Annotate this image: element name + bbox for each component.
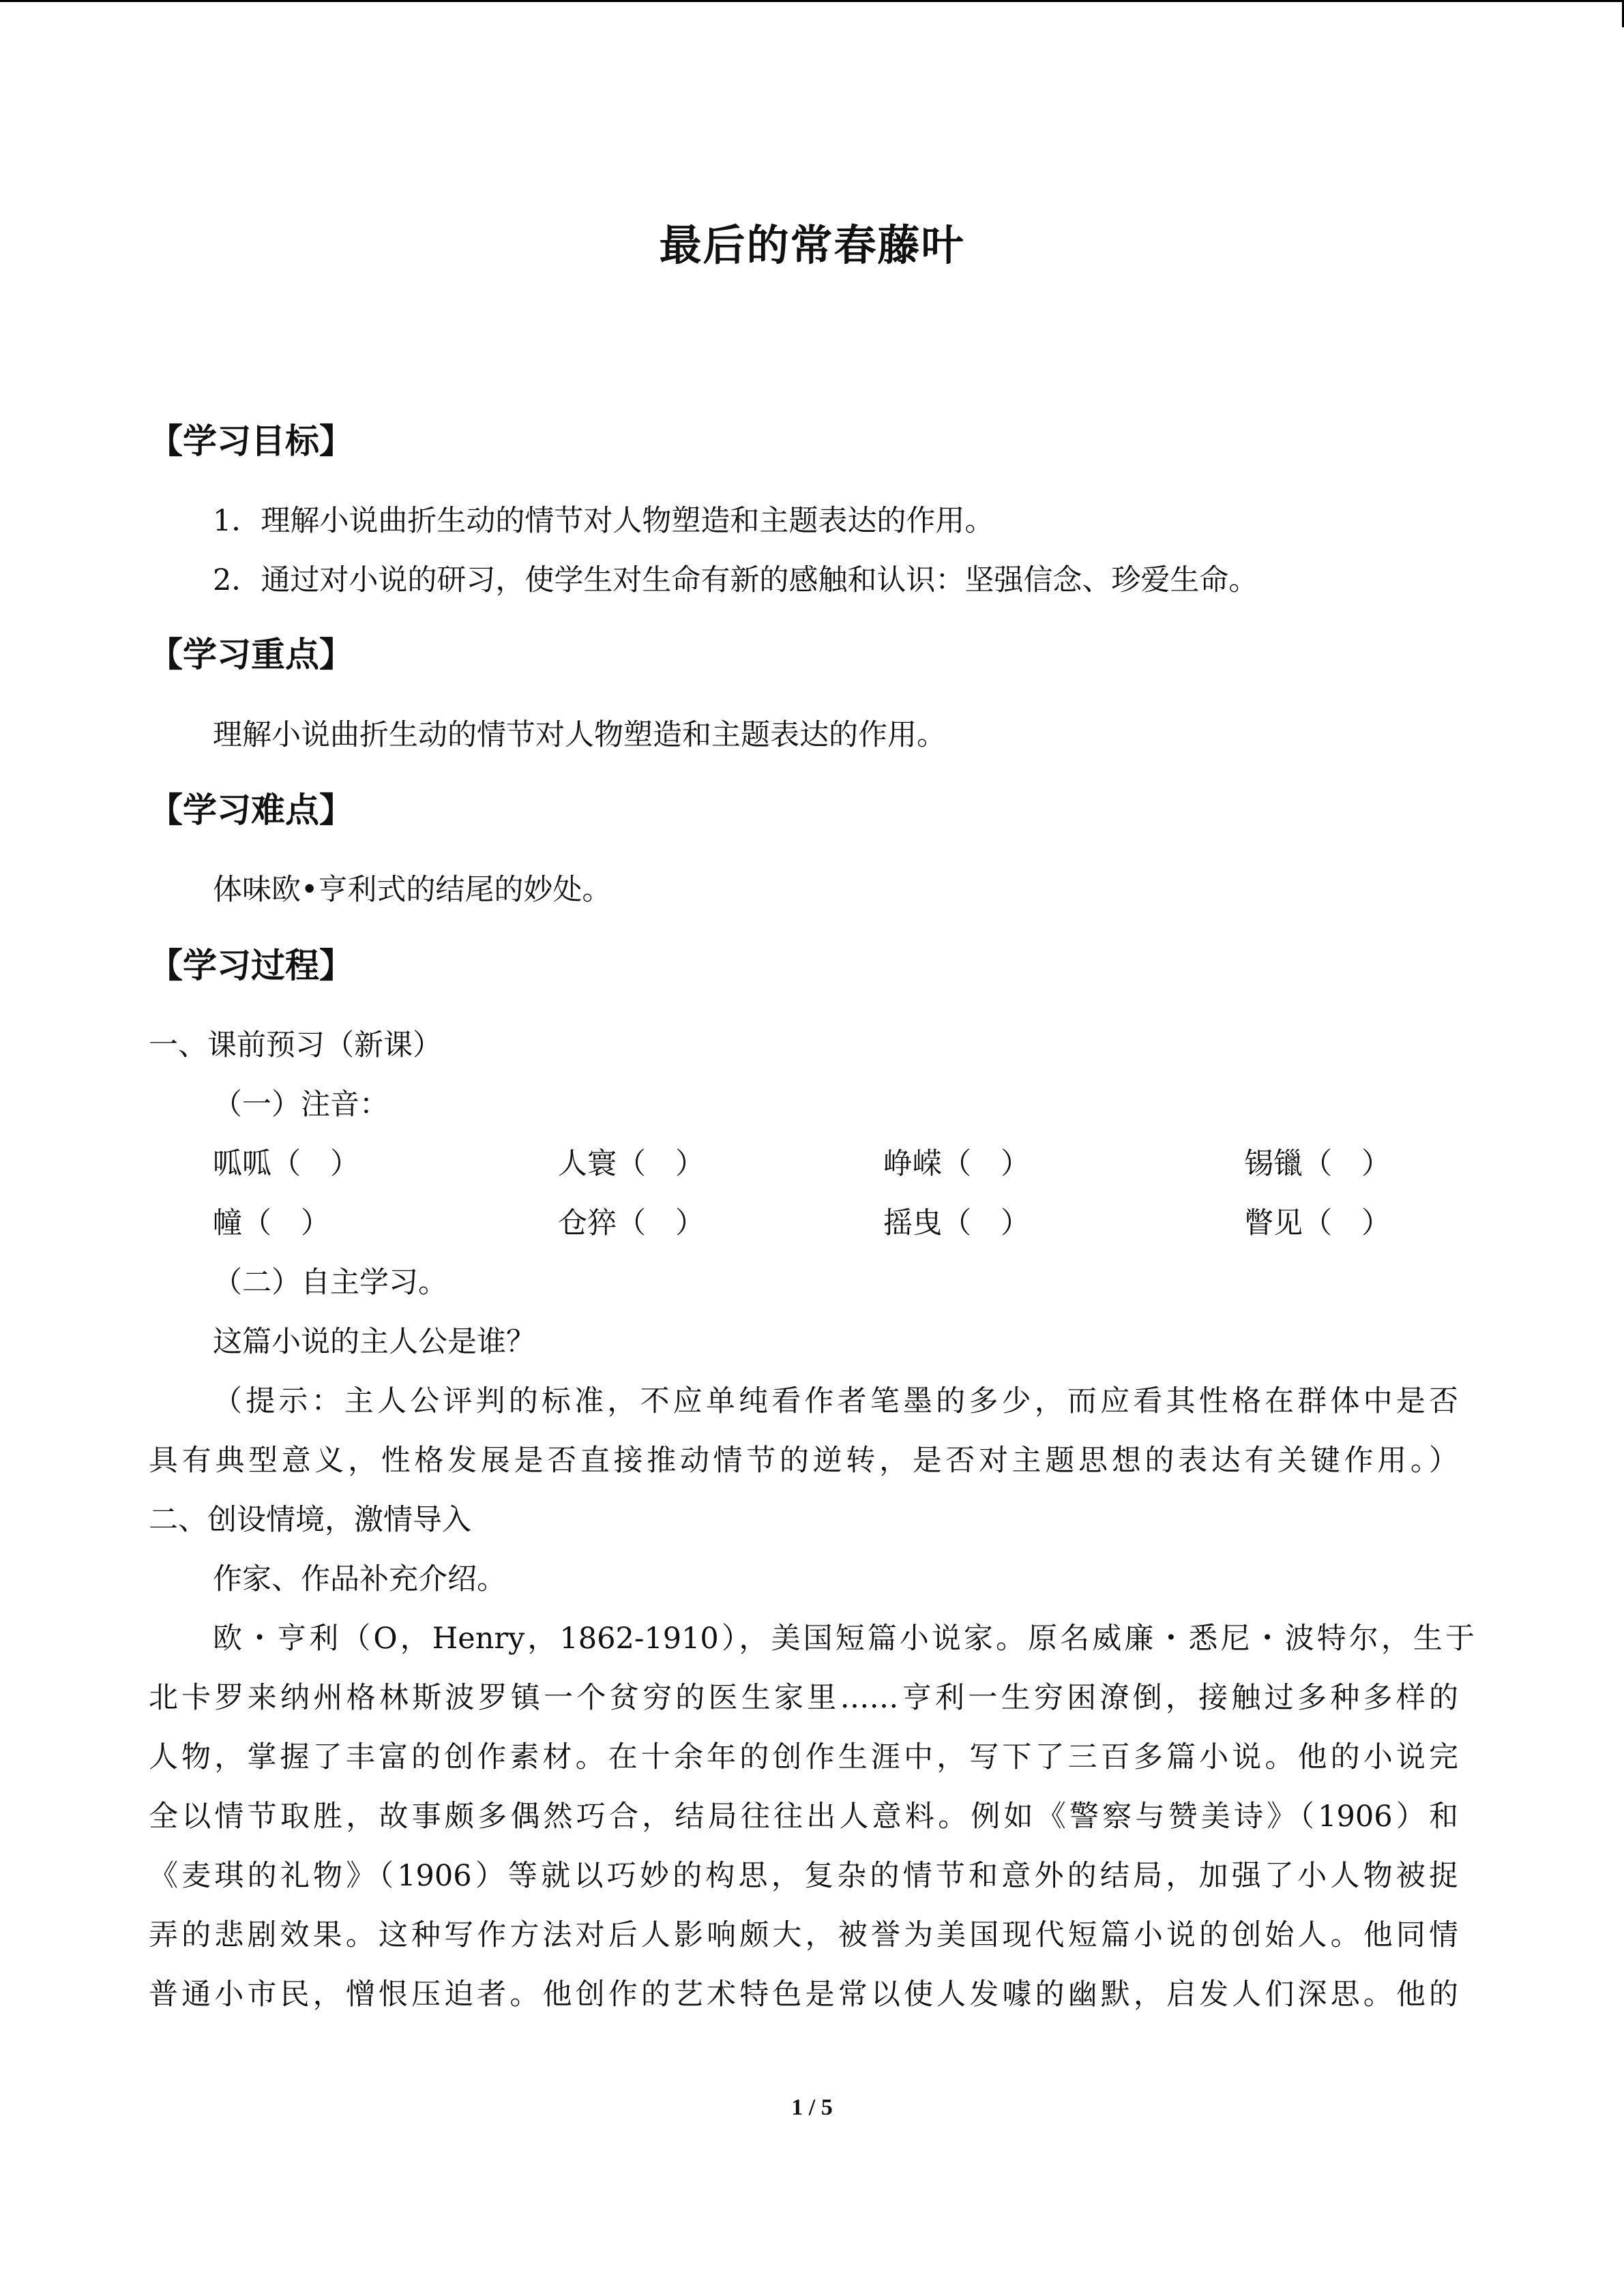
difficulty-text: 体味欧•亨利式的结尾的妙处。	[213, 873, 612, 907]
heading-difficulties: 【学习难点】	[149, 790, 353, 830]
pinyin-item: 呱呱（ ）	[213, 1147, 359, 1181]
key-point-text: 理解小说曲折生动的情节对人物塑造和主题表达的作用。	[213, 718, 946, 752]
bio-line: 普通小市民，憎恨压迫者。他创作的艺术特色是常以使人发噱的幽默，启发人们深思。他的	[149, 1978, 1458, 2012]
bio-line: 全以情节取胜，故事颇多偶然巧合，结局往往出人意料。例如《警察与赞美诗》（1906）和	[149, 1800, 1458, 1834]
document-title: 最后的常春藤叶	[659, 220, 965, 270]
study-question: 这篇小说的主人公是谁？	[213, 1325, 535, 1359]
pinyin-item: 锡镴（ ）	[1244, 1147, 1391, 1181]
pinyin-item: 仓猝（ ）	[558, 1206, 705, 1240]
heading-process: 【学习过程】	[149, 946, 353, 985]
pinyin-item: 摇曳（ ）	[883, 1206, 1030, 1240]
pinyin-item: 幢（ ）	[213, 1206, 330, 1240]
bio-line: 《麦琪的礼物》（1906）等就以巧妙的构思，复杂的情节和意外的结局，加强了小人物被捉	[149, 1859, 1458, 1893]
self-study-subheading: （二）自主学习。	[213, 1266, 447, 1300]
pinyin-subheading: （一）注音：	[213, 1088, 389, 1122]
objective-item-2: 2．通过对小说的研习，使学生对生命有新的感触和认识：坚强信念、珍爱生命。	[213, 563, 1258, 597]
heading-objectives: 【学习目标】	[149, 421, 353, 461]
page-number: 1 / 5	[791, 2095, 833, 2120]
bio-line: 人物，掌握了丰富的创作素材。在十余年的创作生涯中，写下了三百多篇小说。他的小说完	[149, 1740, 1458, 1774]
pinyin-item: 人寰（ ）	[558, 1147, 705, 1181]
bio-line: 北卡罗来纳州格林斯波罗镇一个贫穷的医生家里……亨利一生穷困潦倒，接触过多种多样的	[149, 1681, 1458, 1715]
part1-heading: 一、课前预习（新课）	[149, 1028, 442, 1062]
pinyin-item: 峥嵘（ ）	[883, 1147, 1030, 1181]
hint-line: 具有典型意义，性格发展是否直接推动情节的逆转，是否对主题思想的表达有关键作用。）	[149, 1444, 1458, 1478]
pinyin-item: 瞥见（ ）	[1244, 1206, 1391, 1240]
bio-line: 弄的悲剧效果。这种写作方法对后人影响颇大，被誉为美国现代短篇小说的创始人。他同情	[149, 1918, 1458, 1952]
part2-heading: 二、创设情境，激情导入	[149, 1503, 471, 1537]
intro-label: 作家、作品补充介绍。	[213, 1562, 506, 1596]
bio-line: 欧・亨利（O，Henry，1862-1910），美国短篇小说家。原名威廉・悉尼・波特尔，生于	[213, 1622, 1475, 1656]
heading-key-points: 【学习重点】	[149, 635, 353, 674]
objective-item-1: 1．理解小说曲折生动的情节对人物塑造和主题表达的作用。	[213, 504, 994, 538]
hint-line: （提示：主人公评判的标准，不应单纯看作者笔墨的多少，而应看其性格在群体中是否	[213, 1384, 1458, 1418]
page-top-border	[0, 0, 1624, 2]
